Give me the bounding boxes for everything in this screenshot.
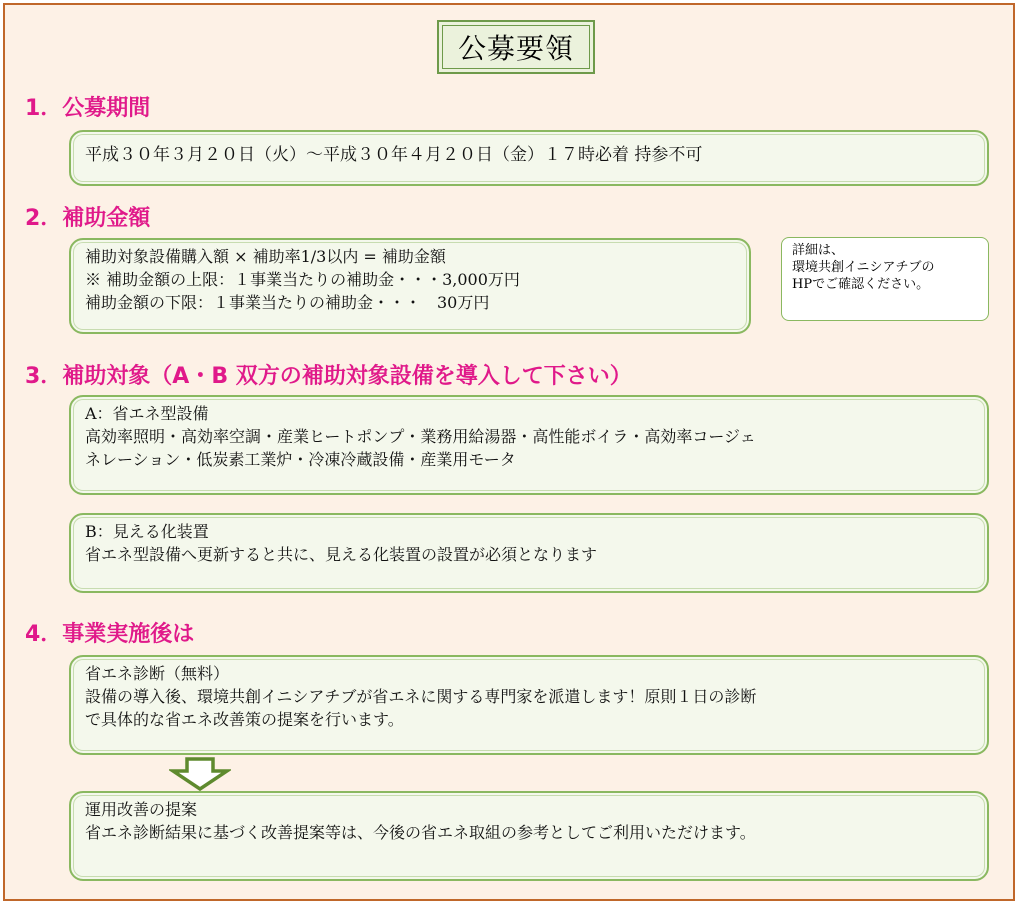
details-note-line: 詳細は、 bbox=[792, 243, 845, 258]
operation-improvement-box bbox=[69, 791, 989, 881]
target-b-box bbox=[69, 513, 989, 593]
page-title: 公募要領 bbox=[442, 25, 590, 69]
heading-after-implementation: 4．事業実施後は bbox=[25, 622, 195, 647]
application-period-box bbox=[69, 130, 989, 186]
heading-subsidy-target: 3．補助対象（A・B 双方の補助対象設備を導入して下さい） bbox=[25, 364, 632, 389]
target-a-title: A：省エネ型設備 bbox=[85, 404, 209, 423]
target-b-title: B：見える化装置 bbox=[85, 522, 209, 541]
target-a-box bbox=[69, 395, 989, 495]
energy-diagnosis-title: 省エネ診断（無料） bbox=[85, 664, 230, 683]
title-box bbox=[437, 20, 595, 74]
subsidy-amount-box bbox=[69, 238, 751, 334]
operation-improvement-title: 運用改善の提案 bbox=[85, 800, 198, 819]
heading-subsidy-amount: 2．補助金額 bbox=[25, 206, 151, 231]
subsidy-upper-limit: ※ 補助金額の上限：１事業当たりの補助金・・・3,000万円 bbox=[85, 270, 520, 289]
page-frame bbox=[3, 3, 1015, 901]
down-arrow-icon bbox=[169, 757, 231, 791]
energy-diagnosis-line: で具体的な省エネ改善策の提案を行います。 bbox=[85, 710, 404, 729]
heading-application-period: 1．公募期間 bbox=[25, 96, 151, 121]
target-a-line: ネレーション・低炭素工業炉・冷凍冷蔵設備・産業用モータ bbox=[85, 450, 516, 469]
energy-diagnosis-line: 設備の導入後、環境共創イニシアチブが省エネに関する専門家を派遣します！原則１日の診断 bbox=[85, 687, 757, 706]
operation-improvement-line: 省エネ診断結果に基づく改善提案等は、今後の省エネ取組の参考としてご利用いただけます。 bbox=[85, 823, 756, 842]
target-a-line: 高効率照明・高効率空調・産業ヒートポンプ・業務用給湯器・高性能ボイラ・高効率コージェ bbox=[85, 427, 756, 446]
application-period-text: 平成３０年３月２０日（火）～平成３０年４月２０日（金）１７時必着 持参不可 bbox=[85, 145, 703, 165]
subsidy-formula: 補助対象設備購入額 × 補助率1/3以内 = 補助金額 bbox=[85, 247, 446, 266]
details-note-line: HPでご確認ください。 bbox=[792, 277, 930, 292]
details-note bbox=[781, 237, 989, 321]
subsidy-lower-limit: 補助金額の下限：１事業当たりの補助金・・・ 30万円 bbox=[85, 293, 490, 312]
energy-diagnosis-box bbox=[69, 655, 989, 755]
details-note-line: 環境共創イニシアチブの bbox=[792, 260, 935, 275]
target-b-line: 省エネ型設備へ更新すると共に、見える化装置の設置が必須となります bbox=[85, 545, 598, 564]
